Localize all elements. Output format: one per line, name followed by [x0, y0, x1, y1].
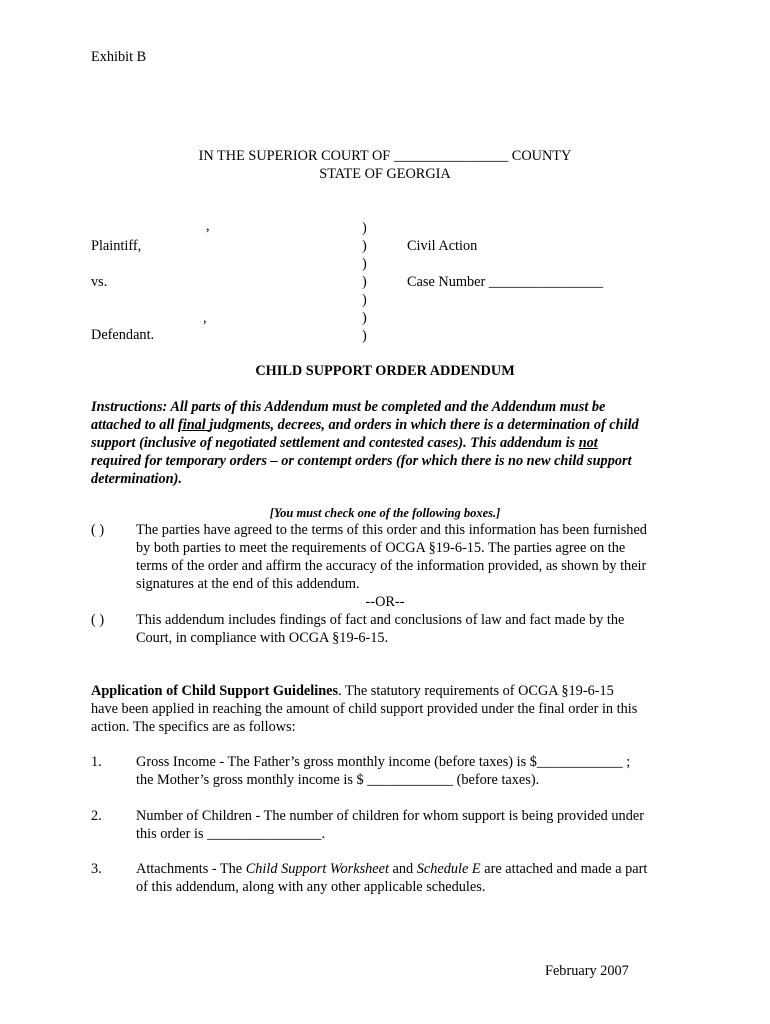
court-prefix: IN THE SUPERIOR COURT OF	[198, 148, 391, 164]
defendant-name-comma: ,	[203, 310, 207, 326]
exhibit-label: Exhibit B	[91, 49, 147, 65]
item-attachments-line2: of this addendum, along with any other applicable schedules.	[136, 879, 486, 895]
option1-checkbox[interactable]: ( )	[91, 522, 105, 538]
application-heading: Application of Child Support Guidelines	[91, 683, 339, 699]
option1-line: terms of the order and affirm the accuracy of the information provided, as shown by their	[136, 558, 647, 574]
option2-line: This addendum includes findings of fact and conclusions of law and fact made by the	[136, 612, 625, 628]
instructions-text: support (inclusive of negotiated settlement and contested cases). This addendum is	[91, 435, 579, 451]
caption-paren: )	[362, 292, 367, 308]
caption-paren: )	[362, 256, 367, 272]
application-line2: have been applied in reaching the amount of child support provided under the final order in this	[91, 701, 638, 717]
court-heading-line1	[0, 147, 770, 165]
option2-line: Court, in compliance with OCGA §19-6-15.	[136, 630, 389, 646]
defendant-label: Defendant.	[91, 327, 155, 343]
instructions-text: judgments, decrees, and orders in which there is a determination of child	[209, 417, 639, 433]
instructions-line3	[91, 434, 598, 452]
worksheet-title: Child Support Worksheet	[245, 861, 389, 877]
item-number: 2.	[91, 808, 102, 824]
item-children-line1: Number of Children - The number of children for whom support is being provided under	[136, 808, 644, 824]
county-label: COUNTY	[511, 148, 572, 164]
instructions-emphasis-not: not	[578, 435, 598, 451]
item-number: 1.	[91, 754, 102, 770]
instructions-line5: determination).	[91, 471, 182, 487]
application-text: . The statutory requirements of OCGA §19-6-15	[338, 683, 614, 699]
civil-action-label: Civil Action	[407, 238, 478, 254]
instructions-text: attached to all	[91, 417, 178, 433]
plaintiff-label: Plaintiff,	[91, 238, 142, 254]
instructions-emphasis-final: final	[177, 417, 210, 433]
instructions-line2	[91, 416, 639, 434]
caption-paren: )	[362, 328, 367, 344]
document-title: CHILD SUPPORT ORDER ADDENDUM	[255, 363, 515, 379]
item-children-line2: this order is ________________.	[136, 826, 326, 842]
case-number-field: Case Number ________________	[407, 274, 604, 290]
caption-paren: )	[362, 238, 367, 254]
item-gross-income-line2: the Mother’s gross monthly income is $ ____________ (before taxes).	[136, 772, 540, 788]
application-line1	[91, 682, 614, 700]
item-number: 3.	[91, 861, 102, 877]
schedule-title: Schedule E	[416, 861, 481, 877]
caption-paren: )	[362, 274, 367, 290]
item-text: are attached and made a part	[480, 861, 648, 877]
item-text: and	[388, 861, 417, 877]
option1-line: signatures at the end of this addendum.	[136, 576, 360, 592]
or-separator: --OR--	[365, 594, 405, 610]
instructions-line1: Instructions: All parts of this Addendum must be completed and the Addendum must be	[91, 399, 606, 415]
option1-line: by both parties to meet the requirements of OCGA §19-6-15. The parties agree on the	[136, 540, 626, 556]
plaintiff-name-comma: ,	[206, 218, 210, 234]
option1-line: The parties have agreed to the terms of this order and this information has been furnished	[136, 522, 647, 538]
instructions-line4: required for temporary orders – or contempt orders (for which there is no new child support	[91, 453, 632, 469]
item-attachments-line1	[136, 860, 647, 878]
option2-checkbox[interactable]: ( )	[91, 612, 105, 628]
item-gross-income-line1: Gross Income - The Father’s gross monthly income (before taxes) is $____________ ;	[136, 754, 631, 770]
caption-paren: )	[362, 220, 367, 236]
county-blank: ________________	[393, 148, 509, 164]
versus-label: vs.	[91, 274, 108, 290]
item-text: Attachments - The	[136, 861, 246, 877]
court-heading-line2: STATE OF GEORGIA	[319, 166, 451, 182]
application-line3: action. The specifics are as follows:	[91, 719, 296, 735]
caption-paren: )	[362, 310, 367, 326]
check-box-note: [You must check one of the following boxes.]	[269, 506, 501, 520]
footer-date: February 2007	[545, 963, 629, 979]
